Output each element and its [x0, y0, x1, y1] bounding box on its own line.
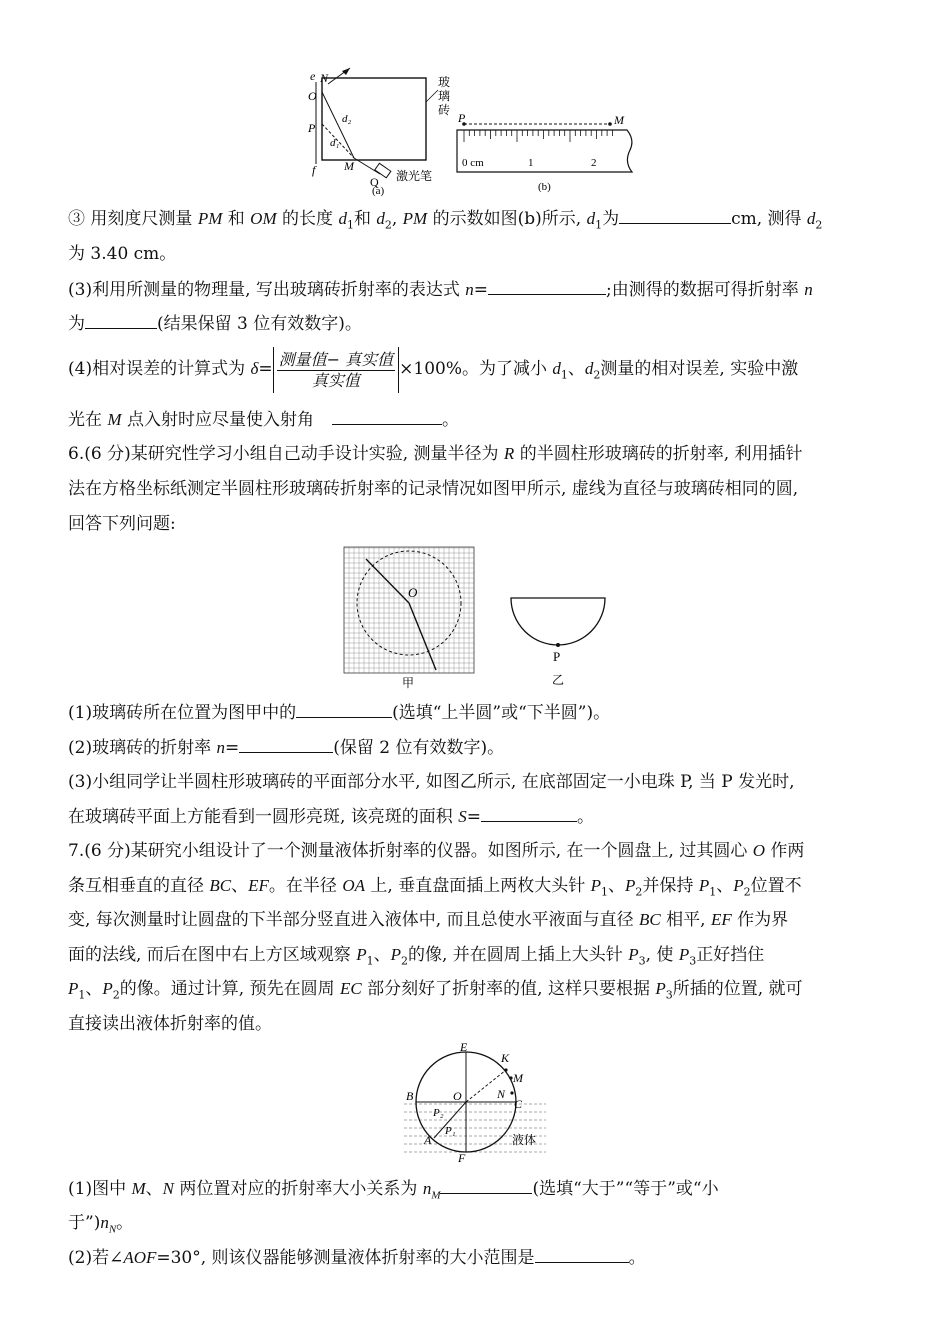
disc-label-F: F [458, 1151, 466, 1165]
disc-label-P1: P₁ [445, 1125, 456, 1137]
label-M: M [344, 159, 354, 173]
q7-line-2: 条互相垂直的直径 BC、EF。在半径 OA 上, 垂直盘面插上两枚大头针 $P_1$、$P_2$并保持 $P_1$、$P_2$位置不 [68, 876, 802, 899]
disc-label-liquid: 液体 [512, 1133, 537, 1147]
q6-q3-line-1: (3)小组同学让半圆柱形玻璃砖的平面部分水平, 如图乙所示, 在底部固定一小电珠 P, 当 P 发光时, [68, 772, 795, 792]
q7-line-3: 变, 每次测量时让圆盘的下半部分竖直进入液体中, 而且总使水平液面与直径 BC 相平, EF 作为界 [68, 910, 789, 930]
disc-label-N: N [497, 1087, 506, 1101]
q6-line-1: 6.(6 分)某研究性学习小组自己动手设计实验, 测量半径为 R 的半圆柱形玻璃砖的折射率, 利用插针 [68, 444, 803, 464]
ruler-P: P [458, 111, 466, 125]
label-d2: d₂ [342, 113, 352, 125]
q5-line-1: ③ 用刻度尺测量 PM 和 OM 的长度 $d_1$和 $d_2$, PM 的示数如图(b)所示, $d_1$为 cm, 测得 $d_2$ [68, 206, 822, 237]
blank-n-value[interactable] [85, 311, 157, 329]
label-P: P [308, 121, 316, 135]
q5-line-6: 光在 M 点入射时应尽量使入射角 。 [68, 407, 459, 432]
label-glass-1: 玻 [438, 75, 451, 89]
q7-line-6: 直接读出液体折射率的值。 [68, 1014, 272, 1034]
q6-line-2: 法在方格坐标纸测定半圆柱形玻璃砖折射率的记录情况如图甲所示, 虚线为直径与玻璃砖相同的圆, [68, 479, 799, 499]
disc-label-M: M [513, 1071, 523, 1085]
q7-q1-line-1: (1)图中 M、N 两位置对应的折射率大小关系为 $n_M$ (选填“大于”“等于”或“小 [68, 1176, 719, 1207]
ruler-tick-2: 2 [591, 157, 597, 169]
ruler-M: M [614, 113, 624, 127]
q5-line-4: 为 (结果保留 3 位有效数字)。 [68, 311, 362, 336]
disc-label-C: C [514, 1097, 523, 1111]
q7-line-1: 7.(6 分)某研究小组设计了一个测量液体折射率的仪器。如图所示, 在一个圆盘上, 过其圆心 O 作两 [68, 841, 805, 861]
label-laser: 激光笔 [396, 169, 433, 183]
disc-label-P2: P₂ [433, 1107, 444, 1119]
label-d1: d₁ [330, 137, 340, 149]
q7-q1-line-2: 于$”)n_N$。 [68, 1213, 134, 1236]
label-Q: Q [370, 175, 379, 189]
q6-q3-line-2: 在玻璃砖平面上方能看到一圆形亮斑, 该亮斑的面积 S= 。 [68, 804, 594, 829]
label-O: O [308, 89, 317, 103]
blank-d1[interactable] [619, 206, 731, 224]
figure-jia-grid [340, 545, 480, 690]
blank-refractive-index[interactable] [239, 735, 333, 753]
caption-yi: 乙 [552, 673, 565, 687]
label-N: N [320, 71, 329, 85]
blank-incidence-angle[interactable] [332, 407, 442, 425]
q6-q2: (2)玻璃砖的折射率 n= (保留 2 位有效数字)。 [68, 735, 504, 760]
grid-label-O: O [408, 585, 418, 600]
disc-label-A: A [424, 1133, 432, 1147]
label-e: e [310, 69, 316, 83]
disc-label-O: O [453, 1089, 462, 1103]
label-glass-3: 砖 [438, 103, 451, 117]
ruler-tick-1: 1 [528, 157, 534, 169]
q5-line-3: (3)利用所测量的物理量, 写出玻璃砖折射率的表达式 n= ;由测得的数据可得折射率 n [68, 277, 813, 302]
blank-range[interactable] [535, 1245, 629, 1263]
q5-line-2: 为 3.40 cm。 [68, 244, 177, 264]
caption-a: (a) [372, 185, 385, 197]
q7-line-5: $P_1$、$P_2$的像。通过计算, 预先在圆周 EC 部分刻好了折射率的值, 这样只要根据 $P_3$所插的位置, 就可 [68, 979, 803, 1002]
caption-b: (b) [538, 181, 551, 193]
figure-yi-semicircle [505, 590, 615, 690]
figure-b-ruler [452, 110, 642, 198]
figure-a-glass-block [300, 62, 460, 197]
figure-q7-disc [400, 1040, 550, 1166]
disc-label-K: K [501, 1051, 510, 1065]
blank-nm-nn-relation[interactable] [440, 1176, 532, 1194]
disc-label-E: E [460, 1040, 468, 1054]
abs-value-fraction: $\frac{\text{测量值− 真实值}}{\text{真实值}}$ [273, 347, 400, 393]
blank-n-expression[interactable] [488, 277, 606, 295]
blank-area[interactable] [481, 804, 577, 822]
yi-label-P: P [553, 649, 561, 664]
caption-jia: 甲 [402, 676, 415, 690]
label-glass-2: 璃 [438, 89, 451, 103]
q6-q1: (1)玻璃砖所在位置为图甲中的 (选填“上半圆”或“下半圆”)。 [68, 700, 610, 725]
ruler-tick-0: 0 cm [462, 157, 484, 169]
q7-q2: (2)若∠AOF=30°, 则该仪器能够测量液体折射率的大小范围是 。 [68, 1245, 646, 1270]
blank-glass-position[interactable] [296, 700, 392, 718]
q7-line-4: 面的法线, 而后在图中右上方区域观察 $P_1$、$P_2$的像, 并在圆周上插上大头针 $P_3$, 使 $P_3$正好挡住 [68, 945, 765, 968]
label-f: f [312, 163, 316, 177]
disc-label-B: B [406, 1089, 414, 1103]
q5-line-5: (4)相对误差的计算式为 δ= $\frac{\text{测量值− 真实值}}{\text{真实值}}$ ×100%。为了减小 $d_1$、$d_2$测量的相对误差, 实验中激 [68, 346, 798, 398]
q6-line-3: 回答下列问题: [68, 514, 176, 534]
